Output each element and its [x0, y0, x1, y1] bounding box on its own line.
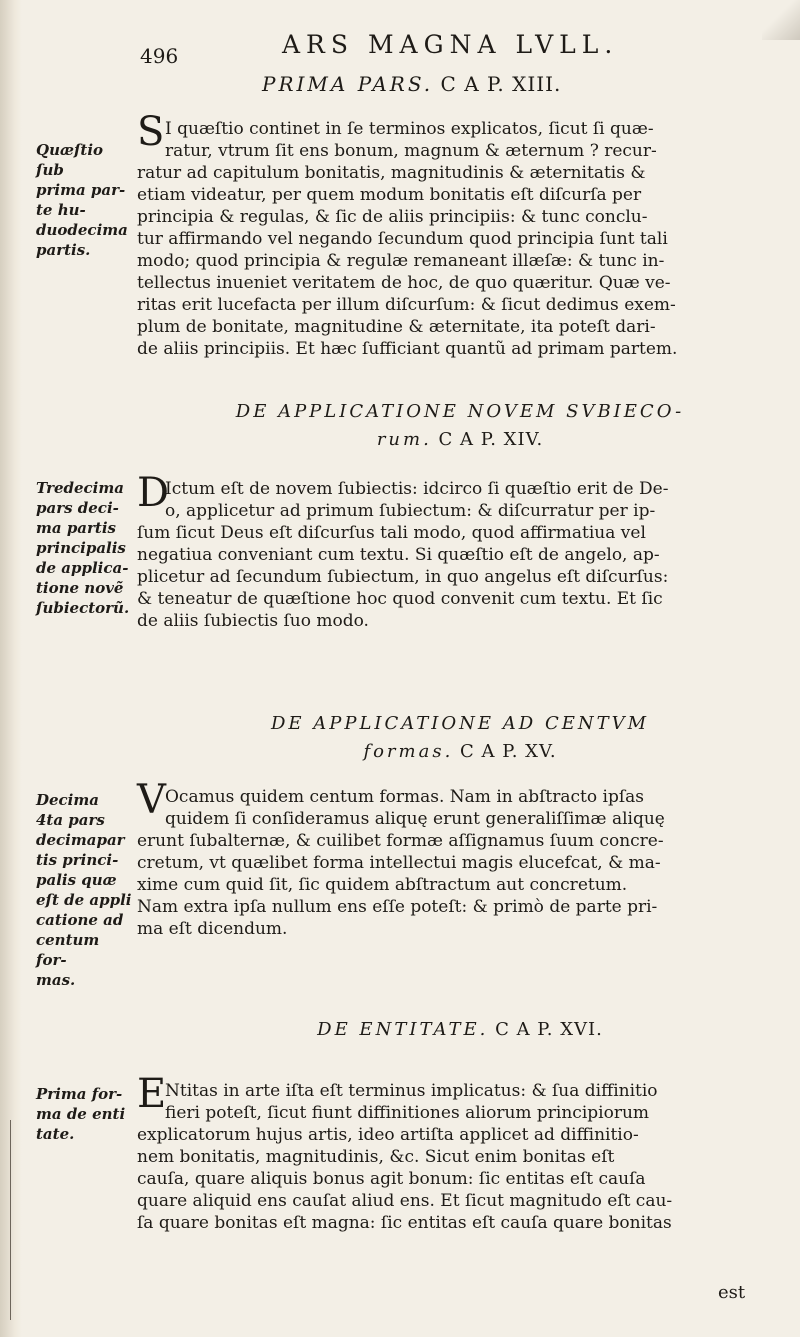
- catchword: est: [718, 1282, 746, 1303]
- chapter-heading-xiv: [150, 398, 770, 454]
- paragraph-formae: Ocamus quidem centum formas. Nam in abſtracto ipſas quidem ſi conſideramus aliquę erunt generaliſſimæ aliquę erunt ſubalternæ, & cuilibet formæ aſſignamus ſuum concre- cretum, vt quælibet forma intellectui magis elucefcat, & ma- xime cum quid ſit, ſic quidem abſtractum aut concretum. Nam extra ipſa nullum ens eſſe poteſt: & primò de parte pri- ma eſt dicendum.: [137, 787, 665, 939]
- margin-note-prima-forma: Prima for- ma de enti tate.: [36, 1085, 126, 1143]
- chapter-label: C A P. XV.: [460, 741, 557, 762]
- paragraph-subiecta: Ictum eſt de novem ſubiectis: idcirco ſi quæſtio erit de De- o, applicetur ad primum ſubiectum: & diſcurratur per ip- ſum ſicut Deus eſt diſcurſus tali modo, quod affirmatiua vel negatiua conveniant cum textu. Si quæſtio eſt de angelo, ap- plicetur ad ſecundum ſubiectum, in quo angelus eſt diſcurſus: & teneatur de quæſtione hoc quod convenit cum textu. Et ſic de aliis ſubiectis ſuo modo.: [137, 479, 669, 631]
- margin-note-quaestio: Quæſtio ſub prima par- te hu- duodecima partis.: [36, 141, 128, 259]
- heading-line: formas.: [363, 741, 454, 762]
- heading-line: DE APPLICATIONE AD CENTVM: [270, 713, 650, 734]
- chapter-heading-xv: [150, 710, 770, 766]
- drop-cap: D: [137, 470, 170, 516]
- running-head: ARS MAGNA LVLL.: [282, 30, 619, 59]
- heading-line: rum.: [376, 429, 432, 450]
- book-spine-shadow: [0, 0, 22, 1337]
- heading-line: DE APPLICATIONE NOVEM SVBIECO-: [235, 401, 685, 422]
- chapter-label: C A P. XVI.: [495, 1019, 603, 1040]
- part-heading-chapter: C A P. XIII.: [440, 72, 562, 96]
- heading-line: DE ENTITATE.: [317, 1019, 489, 1040]
- chapter-label: C A P. XIV.: [438, 429, 544, 450]
- chapter-heading-xvi: [150, 1016, 770, 1044]
- part-heading: [262, 72, 561, 96]
- margin-note-tredecima: Tredecima pars deci- ma partis principalis de applica- tione novẽ ſubiectorũ.: [36, 479, 130, 617]
- binding-thread: [10, 1120, 11, 1320]
- margin-note-decima: Decima 4ta pars decimapar tis princi- palis quæ eſt de appli catione ad centum for- mas.: [36, 791, 132, 989]
- paragraph-entitas: Ntitas in arte iſta eſt terminus implicatus: & ſua diffinitio fieri poteſt, ſicut fiunt diffinitiones aliorum principiorum explicatorum hujus artis, ideo artiſta applicet ad diffinitio- nem bonitatis, magnitudinis, &c. Sicut enim bonitas eſt cauſa, quare aliquis bonus agit bonum: ſic entitas eſt cauſa quare aliquid ens cauſat aliud ens. Et ſicut magnitudo eſt cau- ſa quare bonitas eſt magna: ſic entitas eſt cauſa quare bonitas: [137, 1081, 673, 1233]
- drop-cap: E: [137, 1071, 167, 1117]
- page-corner-shadow: [762, 0, 800, 40]
- page-number: 496: [140, 44, 179, 68]
- drop-cap: S: [137, 109, 165, 155]
- paragraph-quaestio: I quæſtio continet in ſe terminos explicatos, ſicut ſi quæ- ratur, vtrum ſit ens bonum, magnum & æternum ? recur- ratur ad capitulum bonitatis, magnitudinis & æternitatis & etiam videatur, per quem modum bonitatis eſt diſcurſa per principia & regulas, & ſic de aliis principiis: & tunc conclu- tur affirmando vel negando ſecundum quod principia ſunt tali modo; quod principia & regulæ remaneant illæſæ: & tunc in- tellectus inueniet veritatem de hoc, de quo quæritur. Quæ ve- ritas erit lucefacta per illum diſcurſum: & ſicut dedimus exem- plum de bonitate, magnitudine & æternitate, ita poteſt dari- de aliis principiis. Et hæc ſufficiant quantũ ad primam partem.: [137, 119, 678, 359]
- drop-cap: V: [137, 777, 166, 823]
- part-heading-title: PRIMA PARS.: [262, 72, 434, 96]
